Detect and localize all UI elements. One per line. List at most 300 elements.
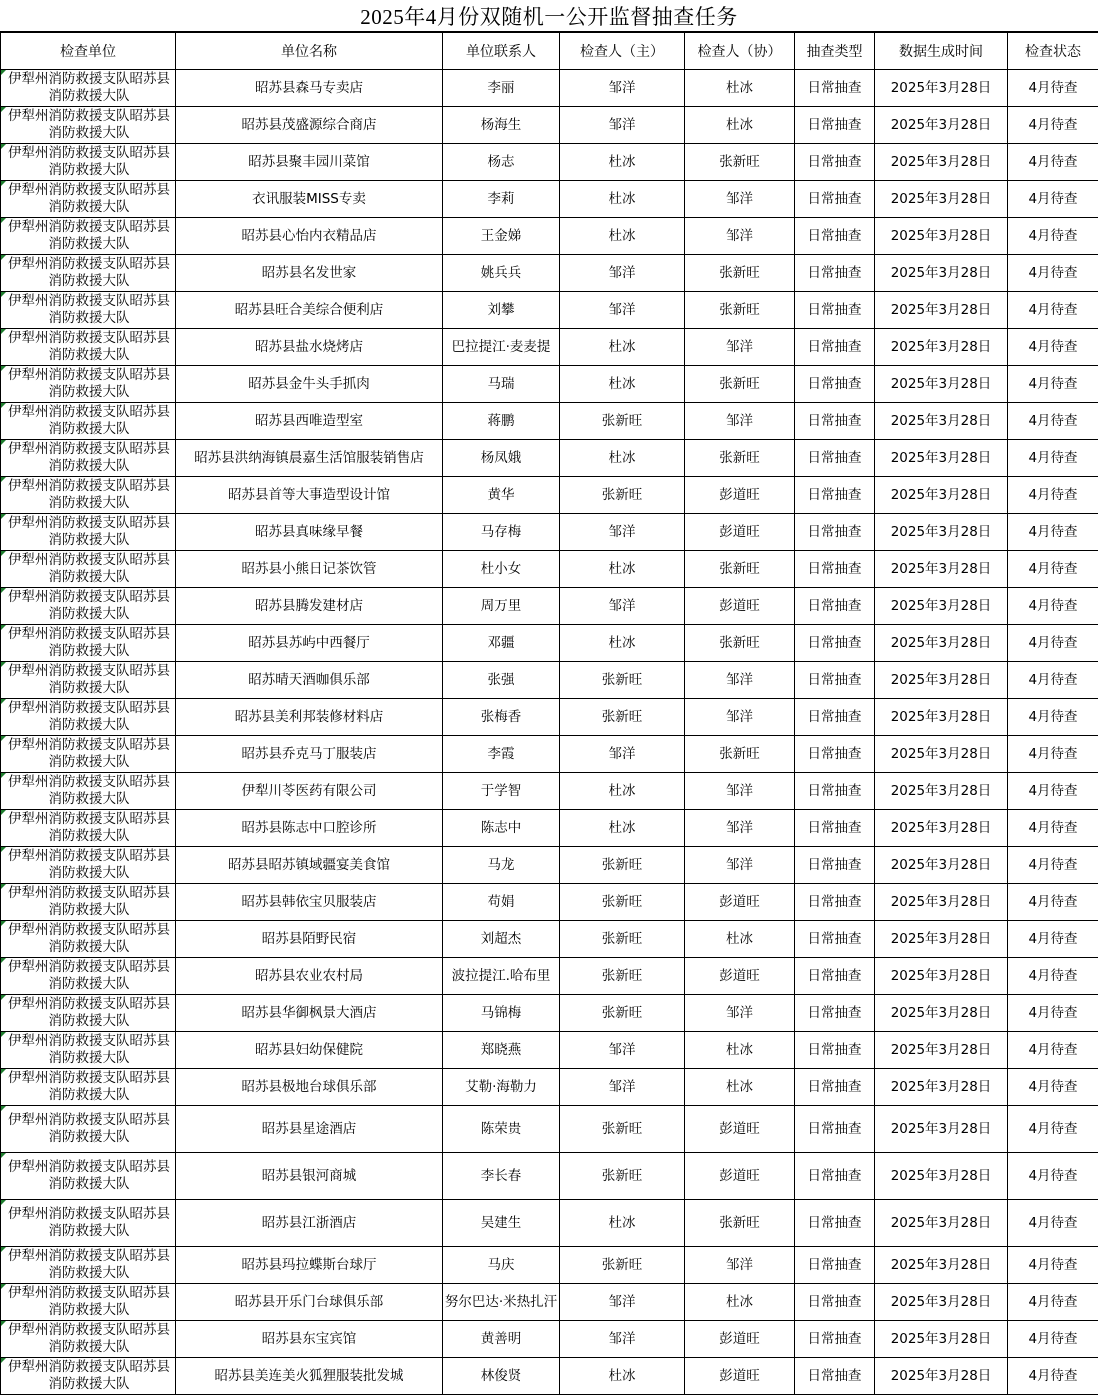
check-type-cell[interactable]: 日常抽查: [795, 255, 875, 292]
inspector-main-cell[interactable]: 张新旺: [560, 699, 685, 736]
inspector-assist-cell[interactable]: 彭道旺: [685, 884, 795, 921]
check-type-cell[interactable]: 日常抽查: [795, 921, 875, 958]
inspector-assist-cell[interactable]: 邹洋: [685, 847, 795, 884]
inspector-main-cell[interactable]: 邹洋: [560, 514, 685, 551]
inspector-assist-cell[interactable]: 杜冰: [685, 70, 795, 107]
unit-name-cell[interactable]: 昭苏县东宝宾馆: [176, 1321, 443, 1358]
generated-time-cell[interactable]: 2025年3月28日: [875, 995, 1008, 1032]
check-type-cell[interactable]: 日常抽查: [795, 440, 875, 477]
generated-time-cell[interactable]: 2025年3月28日: [875, 218, 1008, 255]
inspector-main-cell[interactable]: 杜冰: [560, 810, 685, 847]
unit-name-cell[interactable]: 昭苏县华御枫景大酒店: [176, 995, 443, 1032]
unit-name-cell[interactable]: 昭苏县首等大事造型设计馆: [176, 477, 443, 514]
contact-cell[interactable]: 马庆: [443, 1247, 560, 1284]
generated-time-cell[interactable]: 2025年3月28日: [875, 1153, 1008, 1200]
inspector-main-cell[interactable]: 张新旺: [560, 662, 685, 699]
generated-time-cell[interactable]: 2025年3月28日: [875, 1284, 1008, 1321]
header-inspection-unit[interactable]: 检查单位: [1, 33, 176, 70]
check-status-cell[interactable]: 4月待查: [1008, 366, 1098, 403]
check-type-cell[interactable]: 日常抽查: [795, 292, 875, 329]
contact-cell[interactable]: 林俊贤: [443, 1358, 560, 1395]
generated-time-cell[interactable]: 2025年3月28日: [875, 662, 1008, 699]
inspector-main-cell[interactable]: 杜冰: [560, 218, 685, 255]
check-status-cell[interactable]: 4月待查: [1008, 921, 1098, 958]
header-inspector-main[interactable]: 检查人（主）: [560, 33, 685, 70]
inspector-main-cell[interactable]: 杜冰: [560, 1200, 685, 1247]
check-status-cell[interactable]: 4月待查: [1008, 1032, 1098, 1069]
contact-cell[interactable]: 杜小女: [443, 551, 560, 588]
inspection-unit-cell[interactable]: 伊犁州消防救援支队昭苏县消防救援大队: [1, 1106, 176, 1153]
generated-time-cell[interactable]: 2025年3月28日: [875, 1032, 1008, 1069]
generated-time-cell[interactable]: 2025年3月28日: [875, 958, 1008, 995]
check-status-cell[interactable]: 4月待查: [1008, 958, 1098, 995]
unit-name-cell[interactable]: 昭苏县腾发建材店: [176, 588, 443, 625]
inspector-main-cell[interactable]: 邹洋: [560, 736, 685, 773]
generated-time-cell[interactable]: 2025年3月28日: [875, 1069, 1008, 1106]
inspector-assist-cell[interactable]: 彭道旺: [685, 514, 795, 551]
inspector-main-cell[interactable]: 张新旺: [560, 477, 685, 514]
generated-time-cell[interactable]: 2025年3月28日: [875, 292, 1008, 329]
check-type-cell[interactable]: 日常抽查: [795, 1321, 875, 1358]
inspector-assist-cell[interactable]: 张新旺: [685, 144, 795, 181]
inspector-main-cell[interactable]: 张新旺: [560, 884, 685, 921]
inspector-assist-cell[interactable]: 张新旺: [685, 736, 795, 773]
inspector-main-cell[interactable]: 邹洋: [560, 1069, 685, 1106]
inspector-assist-cell[interactable]: 邹洋: [685, 181, 795, 218]
inspector-main-cell[interactable]: 张新旺: [560, 1247, 685, 1284]
check-type-cell[interactable]: 日常抽查: [795, 995, 875, 1032]
inspector-assist-cell[interactable]: 杜冰: [685, 1032, 795, 1069]
check-type-cell[interactable]: 日常抽查: [795, 736, 875, 773]
inspection-unit-cell[interactable]: 伊犁州消防救援支队昭苏县消防救援大队: [1, 292, 176, 329]
unit-name-cell[interactable]: 昭苏县西唯造型室: [176, 403, 443, 440]
contact-cell[interactable]: 波拉提江.哈布里: [443, 958, 560, 995]
inspection-unit-cell[interactable]: 伊犁州消防救援支队昭苏县消防救援大队: [1, 773, 176, 810]
inspector-assist-cell[interactable]: 杜冰: [685, 921, 795, 958]
generated-time-cell[interactable]: 2025年3月28日: [875, 773, 1008, 810]
generated-time-cell[interactable]: 2025年3月28日: [875, 255, 1008, 292]
contact-cell[interactable]: 杨凤娥: [443, 440, 560, 477]
check-type-cell[interactable]: 日常抽查: [795, 144, 875, 181]
check-type-cell[interactable]: 日常抽查: [795, 588, 875, 625]
inspector-assist-cell[interactable]: 彭道旺: [685, 1153, 795, 1200]
inspection-unit-cell[interactable]: 伊犁州消防救援支队昭苏县消防救援大队: [1, 440, 176, 477]
check-type-cell[interactable]: 日常抽查: [795, 810, 875, 847]
check-status-cell[interactable]: 4月待查: [1008, 1358, 1098, 1395]
inspection-unit-cell[interactable]: 伊犁州消防救援支队昭苏县消防救援大队: [1, 1321, 176, 1358]
generated-time-cell[interactable]: 2025年3月28日: [875, 884, 1008, 921]
inspection-unit-cell[interactable]: 伊犁州消防救援支队昭苏县消防救援大队: [1, 477, 176, 514]
contact-cell[interactable]: 马锦梅: [443, 995, 560, 1032]
inspection-unit-cell[interactable]: 伊犁州消防救援支队昭苏县消防救援大队: [1, 551, 176, 588]
generated-time-cell[interactable]: 2025年3月28日: [875, 699, 1008, 736]
inspector-assist-cell[interactable]: 彭道旺: [685, 1106, 795, 1153]
generated-time-cell[interactable]: 2025年3月28日: [875, 403, 1008, 440]
inspector-main-cell[interactable]: 杜冰: [560, 625, 685, 662]
header-generated-time[interactable]: 数据生成时间: [875, 33, 1008, 70]
inspection-unit-cell[interactable]: 伊犁州消防救援支队昭苏县消防救援大队: [1, 218, 176, 255]
contact-cell[interactable]: 李莉: [443, 181, 560, 218]
check-type-cell[interactable]: 日常抽查: [795, 625, 875, 662]
table-row: [1, 70, 1098, 107]
check-type-cell[interactable]: 日常抽查: [795, 514, 875, 551]
generated-time-cell[interactable]: 2025年3月28日: [875, 1247, 1008, 1284]
header-unit-name[interactable]: 单位名称: [176, 33, 443, 70]
check-status-cell[interactable]: 4月待查: [1008, 736, 1098, 773]
inspector-assist-cell[interactable]: 邹洋: [685, 662, 795, 699]
inspector-assist-cell[interactable]: 彭道旺: [685, 958, 795, 995]
unit-name-cell[interactable]: 昭苏县金牛头手抓肉: [176, 366, 443, 403]
inspector-main-cell[interactable]: 杜冰: [560, 1358, 685, 1395]
unit-name-cell[interactable]: 昭苏县开乐门台球俱乐部: [176, 1284, 443, 1321]
inspection-unit-cell[interactable]: 伊犁州消防救援支队昭苏县消防救援大队: [1, 1032, 176, 1069]
inspector-assist-cell[interactable]: 张新旺: [685, 255, 795, 292]
inspection-unit-cell[interactable]: 伊犁州消防救援支队昭苏县消防救援大队: [1, 144, 176, 181]
inspector-assist-cell[interactable]: 邹洋: [685, 810, 795, 847]
contact-cell[interactable]: 马瑞: [443, 366, 560, 403]
check-status-cell[interactable]: 4月待查: [1008, 1153, 1098, 1200]
check-type-cell[interactable]: 日常抽查: [795, 551, 875, 588]
inspector-main-cell[interactable]: 邹洋: [560, 70, 685, 107]
generated-time-cell[interactable]: 2025年3月28日: [875, 144, 1008, 181]
inspection-unit-cell[interactable]: 伊犁州消防救援支队昭苏县消防救援大队: [1, 255, 176, 292]
unit-name-cell[interactable]: 昭苏县江浙酒店: [176, 1200, 443, 1247]
check-status-cell[interactable]: 4月待查: [1008, 1106, 1098, 1153]
inspection-unit-cell[interactable]: 伊犁州消防救援支队昭苏县消防救援大队: [1, 107, 176, 144]
contact-cell[interactable]: 陈荣贵: [443, 1106, 560, 1153]
check-status-cell[interactable]: 4月待查: [1008, 1200, 1098, 1247]
generated-time-cell[interactable]: 2025年3月28日: [875, 551, 1008, 588]
inspector-main-cell[interactable]: 邹洋: [560, 1032, 685, 1069]
unit-name-cell[interactable]: 昭苏县极地台球俱乐部: [176, 1069, 443, 1106]
contact-cell[interactable]: 姚兵兵: [443, 255, 560, 292]
inspector-assist-cell[interactable]: 张新旺: [685, 625, 795, 662]
check-status-cell[interactable]: 4月待查: [1008, 477, 1098, 514]
inspection-unit-cell[interactable]: 伊犁州消防救援支队昭苏县消防救援大队: [1, 403, 176, 440]
contact-cell[interactable]: 张梅香: [443, 699, 560, 736]
inspector-main-cell[interactable]: 杜冰: [560, 440, 685, 477]
table-row: [1, 1284, 1098, 1321]
inspector-main-cell[interactable]: 张新旺: [560, 1106, 685, 1153]
contact-cell[interactable]: 刘攀: [443, 292, 560, 329]
inspection-unit-cell[interactable]: 伊犁州消防救援支队昭苏县消防救援大队: [1, 329, 176, 366]
generated-time-cell[interactable]: 2025年3月28日: [875, 921, 1008, 958]
generated-time-cell[interactable]: 2025年3月28日: [875, 477, 1008, 514]
generated-time-cell[interactable]: 2025年3月28日: [875, 181, 1008, 218]
inspector-main-cell[interactable]: 邹洋: [560, 1321, 685, 1358]
inspection-unit-cell[interactable]: 伊犁州消防救援支队昭苏县消防救援大队: [1, 181, 176, 218]
inspection-unit-cell[interactable]: 伊犁州消防救援支队昭苏县消防救援大队: [1, 662, 176, 699]
check-status-cell[interactable]: 4月待查: [1008, 847, 1098, 884]
contact-cell[interactable]: 刘超杰: [443, 921, 560, 958]
contact-cell[interactable]: 周万里: [443, 588, 560, 625]
check-status-cell[interactable]: 4月待查: [1008, 255, 1098, 292]
unit-name-cell[interactable]: 昭苏县洪纳海镇晨嘉生活馆服装销售店: [176, 440, 443, 477]
contact-cell[interactable]: 艾勒·海勒力: [443, 1069, 560, 1106]
unit-name-cell[interactable]: 昭苏县陈志中口腔诊所: [176, 810, 443, 847]
unit-name-cell[interactable]: 昭苏晴天酒咖俱乐部: [176, 662, 443, 699]
generated-time-cell[interactable]: 2025年3月28日: [875, 440, 1008, 477]
inspector-assist-cell[interactable]: 邹洋: [685, 1247, 795, 1284]
inspector-main-cell[interactable]: 杜冰: [560, 329, 685, 366]
check-type-cell[interactable]: 日常抽查: [795, 1032, 875, 1069]
table-row: [1, 625, 1098, 662]
check-type-cell[interactable]: 日常抽查: [795, 107, 875, 144]
inspection-unit-cell[interactable]: 伊犁州消防救援支队昭苏县消防救援大队: [1, 1358, 176, 1395]
unit-name-cell[interactable]: 昭苏县旺合美综合便利店: [176, 292, 443, 329]
check-type-cell[interactable]: 日常抽查: [795, 218, 875, 255]
contact-cell[interactable]: 吴建生: [443, 1200, 560, 1247]
inspection-unit-cell[interactable]: 伊犁州消防救援支队昭苏县消防救援大队: [1, 1153, 176, 1200]
contact-cell[interactable]: 巴拉提江·麦麦提: [443, 329, 560, 366]
table-row: [1, 995, 1098, 1032]
inspection-unit-cell[interactable]: 伊犁州消防救援支队昭苏县消防救援大队: [1, 699, 176, 736]
inspector-assist-cell[interactable]: 彭道旺: [685, 477, 795, 514]
table-row: [1, 1200, 1098, 1247]
unit-name-cell[interactable]: 昭苏县聚丰园川菜馆: [176, 144, 443, 181]
unit-name-cell[interactable]: 昭苏县农业农村局: [176, 958, 443, 995]
contact-cell[interactable]: 努尔巴达·米热扎汗: [443, 1284, 560, 1321]
contact-cell[interactable]: 李霞: [443, 736, 560, 773]
inspection-unit-cell[interactable]: 伊犁州消防救援支队昭苏县消防救援大队: [1, 514, 176, 551]
inspector-main-cell[interactable]: 邹洋: [560, 292, 685, 329]
inspection-unit-cell[interactable]: 伊犁州消防救援支队昭苏县消防救援大队: [1, 1069, 176, 1106]
table-row: [1, 1321, 1098, 1358]
check-type-cell[interactable]: 日常抽查: [795, 181, 875, 218]
check-status-cell[interactable]: 4月待查: [1008, 1284, 1098, 1321]
unit-name-cell[interactable]: 昭苏县妇幼保健院: [176, 1032, 443, 1069]
generated-time-cell[interactable]: 2025年3月28日: [875, 847, 1008, 884]
check-type-cell[interactable]: 日常抽查: [795, 847, 875, 884]
inspector-assist-cell[interactable]: 邹洋: [685, 329, 795, 366]
inspection-unit-cell[interactable]: 伊犁州消防救援支队昭苏县消防救援大队: [1, 736, 176, 773]
contact-cell[interactable]: 蒋鹏: [443, 403, 560, 440]
inspector-assist-cell[interactable]: 彭道旺: [685, 1358, 795, 1395]
check-type-cell[interactable]: 日常抽查: [795, 1153, 875, 1200]
check-status-cell[interactable]: 4月待查: [1008, 70, 1098, 107]
inspector-assist-cell[interactable]: 杜冰: [685, 1284, 795, 1321]
unit-name-cell[interactable]: 昭苏县盐水烧烤店: [176, 329, 443, 366]
check-status-cell[interactable]: 4月待查: [1008, 884, 1098, 921]
unit-name-cell[interactable]: 昭苏县名发世家: [176, 255, 443, 292]
inspector-main-cell[interactable]: 杜冰: [560, 773, 685, 810]
check-status-cell[interactable]: 4月待查: [1008, 551, 1098, 588]
unit-name-cell[interactable]: 昭苏县森马专卖店: [176, 70, 443, 107]
inspector-assist-cell[interactable]: 彭道旺: [685, 588, 795, 625]
inspector-assist-cell[interactable]: 张新旺: [685, 1200, 795, 1247]
inspection-unit-cell[interactable]: 伊犁州消防救援支队昭苏县消防救援大队: [1, 921, 176, 958]
inspector-main-cell[interactable]: 邹洋: [560, 107, 685, 144]
inspector-assist-cell[interactable]: 张新旺: [685, 292, 795, 329]
header-contact[interactable]: 单位联系人: [443, 33, 560, 70]
check-type-cell[interactable]: 日常抽查: [795, 1200, 875, 1247]
inspector-assist-cell[interactable]: 彭道旺: [685, 1321, 795, 1358]
table-row: [1, 699, 1098, 736]
contact-cell[interactable]: 杨志: [443, 144, 560, 181]
unit-name-cell[interactable]: 昭苏县小熊日记茶饮管: [176, 551, 443, 588]
contact-cell[interactable]: 马龙: [443, 847, 560, 884]
generated-time-cell[interactable]: 2025年3月28日: [875, 810, 1008, 847]
unit-name-cell[interactable]: 昭苏县乔克马丁服装店: [176, 736, 443, 773]
contact-cell[interactable]: 于学智: [443, 773, 560, 810]
generated-time-cell[interactable]: 2025年3月28日: [875, 625, 1008, 662]
unit-name-cell[interactable]: 昭苏县韩依宝贝服装店: [176, 884, 443, 921]
check-status-cell[interactable]: 4月待查: [1008, 810, 1098, 847]
generated-time-cell[interactable]: 2025年3月28日: [875, 1321, 1008, 1358]
check-type-cell[interactable]: 日常抽查: [795, 1284, 875, 1321]
check-status-cell[interactable]: 4月待查: [1008, 440, 1098, 477]
check-status-cell[interactable]: 4月待查: [1008, 588, 1098, 625]
inspector-main-cell[interactable]: 杜冰: [560, 551, 685, 588]
inspector-main-cell[interactable]: 杜冰: [560, 181, 685, 218]
inspection-unit-cell[interactable]: 伊犁州消防救援支队昭苏县消防救援大队: [1, 1200, 176, 1247]
inspector-assist-cell[interactable]: 张新旺: [685, 551, 795, 588]
check-type-cell[interactable]: 日常抽查: [795, 477, 875, 514]
inspection-unit-cell[interactable]: 伊犁州消防救援支队昭苏县消防救援大队: [1, 810, 176, 847]
unit-name-cell[interactable]: 昭苏县星途酒店: [176, 1106, 443, 1153]
generated-time-cell[interactable]: 2025年3月28日: [875, 514, 1008, 551]
table-row: [1, 810, 1098, 847]
check-status-cell[interactable]: 4月待查: [1008, 1247, 1098, 1284]
unit-name-cell[interactable]: 昭苏县昭苏镇域疆宴美食馆: [176, 847, 443, 884]
check-status-cell[interactable]: 4月待查: [1008, 1069, 1098, 1106]
generated-time-cell[interactable]: 2025年3月28日: [875, 107, 1008, 144]
generated-time-cell[interactable]: 2025年3月28日: [875, 1200, 1008, 1247]
unit-name-cell[interactable]: 昭苏县心怡内衣精品店: [176, 218, 443, 255]
check-type-cell[interactable]: 日常抽查: [795, 1247, 875, 1284]
check-status-cell[interactable]: 4月待查: [1008, 1321, 1098, 1358]
check-type-cell[interactable]: 日常抽查: [795, 366, 875, 403]
check-status-cell[interactable]: 4月待查: [1008, 181, 1098, 218]
check-type-cell[interactable]: 日常抽查: [795, 662, 875, 699]
unit-name-cell[interactable]: 昭苏县银河商城: [176, 1153, 443, 1200]
inspection-unit-cell[interactable]: 伊犁州消防救援支队昭苏县消防救援大队: [1, 1284, 176, 1321]
inspector-main-cell[interactable]: 邹洋: [560, 255, 685, 292]
generated-time-cell[interactable]: 2025年3月28日: [875, 736, 1008, 773]
inspection-unit-cell[interactable]: 伊犁州消防救援支队昭苏县消防救援大队: [1, 625, 176, 662]
check-type-cell[interactable]: 日常抽查: [795, 699, 875, 736]
inspector-main-cell[interactable]: 杜冰: [560, 366, 685, 403]
inspector-assist-cell[interactable]: 张新旺: [685, 366, 795, 403]
contact-cell[interactable]: 杨海生: [443, 107, 560, 144]
header-inspector-assist[interactable]: 检查人（协）: [685, 33, 795, 70]
generated-time-cell[interactable]: 2025年3月28日: [875, 1358, 1008, 1395]
check-type-cell[interactable]: 日常抽查: [795, 1069, 875, 1106]
unit-name-cell[interactable]: 衣讯服装MISS专卖: [176, 181, 443, 218]
contact-cell[interactable]: 马存梅: [443, 514, 560, 551]
contact-cell[interactable]: 邓疆: [443, 625, 560, 662]
check-type-cell[interactable]: 日常抽查: [795, 329, 875, 366]
check-type-cell[interactable]: 日常抽查: [795, 958, 875, 995]
check-status-cell[interactable]: 4月待查: [1008, 403, 1098, 440]
inspection-unit-cell[interactable]: 伊犁州消防救援支队昭苏县消防救援大队: [1, 366, 176, 403]
unit-name-cell[interactable]: 昭苏县美利邦装修材料店: [176, 699, 443, 736]
inspector-assist-cell[interactable]: 邹洋: [685, 699, 795, 736]
contact-cell[interactable]: 陈志中: [443, 810, 560, 847]
inspector-assist-cell[interactable]: 杜冰: [685, 1069, 795, 1106]
contact-cell[interactable]: 王金娣: [443, 218, 560, 255]
check-type-cell[interactable]: 日常抽查: [795, 1358, 875, 1395]
inspection-unit-cell[interactable]: 伊犁州消防救援支队昭苏县消防救援大队: [1, 958, 176, 995]
inspection-unit-cell[interactable]: 伊犁州消防救援支队昭苏县消防救援大队: [1, 995, 176, 1032]
inspection-unit-cell[interactable]: 伊犁州消防救援支队昭苏县消防救援大队: [1, 1247, 176, 1284]
check-status-cell[interactable]: 4月待查: [1008, 773, 1098, 810]
check-type-cell[interactable]: 日常抽查: [795, 70, 875, 107]
contact-cell[interactable]: 张强: [443, 662, 560, 699]
table-row: [1, 736, 1098, 773]
inspector-assist-cell[interactable]: 邹洋: [685, 218, 795, 255]
inspector-main-cell[interactable]: 张新旺: [560, 921, 685, 958]
check-type-cell[interactable]: 日常抽查: [795, 1106, 875, 1153]
unit-name-cell[interactable]: 昭苏县玛拉蝶斯台球厅: [176, 1247, 443, 1284]
check-status-cell[interactable]: 4月待查: [1008, 662, 1098, 699]
check-status-cell[interactable]: 4月待查: [1008, 995, 1098, 1032]
check-status-cell[interactable]: 4月待查: [1008, 699, 1098, 736]
inspector-main-cell[interactable]: 邹洋: [560, 588, 685, 625]
inspector-main-cell[interactable]: 张新旺: [560, 995, 685, 1032]
inspector-main-cell[interactable]: 杜冰: [560, 144, 685, 181]
generated-time-cell[interactable]: 2025年3月28日: [875, 366, 1008, 403]
generated-time-cell[interactable]: 2025年3月28日: [875, 588, 1008, 625]
check-status-cell[interactable]: 4月待查: [1008, 218, 1098, 255]
check-status-cell[interactable]: 4月待查: [1008, 625, 1098, 662]
check-type-cell[interactable]: 日常抽查: [795, 884, 875, 921]
unit-name-cell[interactable]: 伊犁川苓医药有限公司: [176, 773, 443, 810]
check-status-cell[interactable]: 4月待查: [1008, 144, 1098, 181]
inspector-assist-cell[interactable]: 邹洋: [685, 773, 795, 810]
inspector-main-cell[interactable]: 张新旺: [560, 847, 685, 884]
check-status-cell[interactable]: 4月待查: [1008, 514, 1098, 551]
check-status-cell[interactable]: 4月待查: [1008, 329, 1098, 366]
inspector-assist-cell[interactable]: 杜冰: [685, 107, 795, 144]
generated-time-cell[interactable]: 2025年3月28日: [875, 329, 1008, 366]
inspection-unit-cell[interactable]: 伊犁州消防救援支队昭苏县消防救援大队: [1, 847, 176, 884]
check-status-cell[interactable]: 4月待查: [1008, 107, 1098, 144]
unit-name-cell[interactable]: 昭苏县陌野民宿: [176, 921, 443, 958]
sheet-title: 2025年4月份双随机一公开监督抽查任务: [0, 0, 1098, 32]
unit-name-cell[interactable]: 昭苏县茂盛源综合商店: [176, 107, 443, 144]
unit-name-cell[interactable]: 昭苏县真味缘早餐: [176, 514, 443, 551]
inspector-assist-cell[interactable]: 张新旺: [685, 440, 795, 477]
inspection-unit-cell[interactable]: 伊犁州消防救援支队昭苏县消防救援大队: [1, 588, 176, 625]
inspection-unit-cell[interactable]: 伊犁州消防救援支队昭苏县消防救援大队: [1, 70, 176, 107]
inspector-main-cell[interactable]: 张新旺: [560, 403, 685, 440]
check-status-cell[interactable]: 4月待查: [1008, 292, 1098, 329]
contact-cell[interactable]: 李丽: [443, 70, 560, 107]
unit-name-cell[interactable]: 昭苏县美连美火狐狸服装批发城: [176, 1358, 443, 1395]
inspector-main-cell[interactable]: 张新旺: [560, 1153, 685, 1200]
inspection-unit-cell[interactable]: 伊犁州消防救援支队昭苏县消防救援大队: [1, 884, 176, 921]
check-type-cell[interactable]: 日常抽查: [795, 403, 875, 440]
generated-time-cell[interactable]: 2025年3月28日: [875, 70, 1008, 107]
header-check-status[interactable]: 检查状态: [1008, 33, 1098, 70]
contact-cell[interactable]: 黄善明: [443, 1321, 560, 1358]
contact-cell[interactable]: 郑晓燕: [443, 1032, 560, 1069]
generated-time-cell[interactable]: 2025年3月28日: [875, 1106, 1008, 1153]
contact-cell[interactable]: 苟娟: [443, 884, 560, 921]
table-row: [1, 588, 1098, 625]
header-check-type[interactable]: 抽查类型: [795, 33, 875, 70]
inspector-main-cell[interactable]: 张新旺: [560, 958, 685, 995]
inspector-main-cell[interactable]: 邹洋: [560, 1284, 685, 1321]
inspector-assist-cell[interactable]: 邹洋: [685, 995, 795, 1032]
unit-name-cell[interactable]: 昭苏县苏屿中西餐厅: [176, 625, 443, 662]
check-type-cell[interactable]: 日常抽查: [795, 773, 875, 810]
table-row: [1, 1106, 1098, 1153]
contact-cell[interactable]: 黄华: [443, 477, 560, 514]
inspector-assist-cell[interactable]: 邹洋: [685, 403, 795, 440]
contact-cell[interactable]: 李长春: [443, 1153, 560, 1200]
